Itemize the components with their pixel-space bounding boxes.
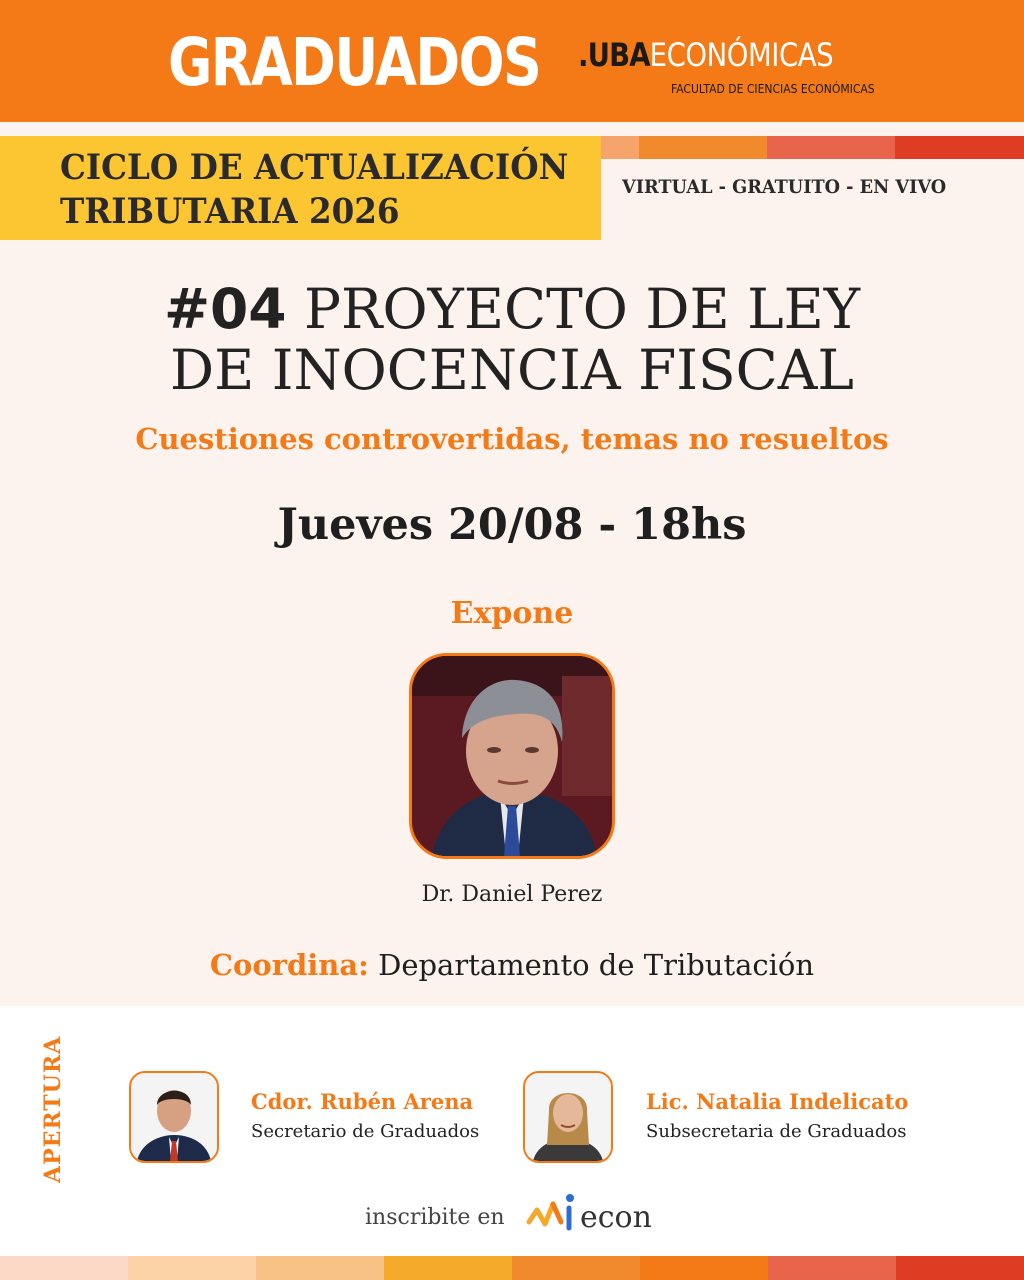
cycle-title-line1: CICLO DE ACTUALIZACIÓN bbox=[60, 147, 569, 188]
event-title-line1 bbox=[0, 278, 1024, 340]
econ-brand-text[interactable]: econ bbox=[580, 1200, 652, 1235]
coordination-value: Departamento de Tributación bbox=[378, 948, 815, 982]
opening-person-role: Subsecretaria de Graduados bbox=[646, 1121, 907, 1142]
logo-subtitle: FACULTAD DE CIENCIAS ECONÓMICAS bbox=[671, 82, 875, 96]
cycle-title-line2: TRIBUTARIA 2026 bbox=[60, 191, 400, 232]
color-stripe bbox=[896, 1256, 1024, 1280]
coordination-label: Coordina: bbox=[209, 948, 369, 982]
opening-person-name: Cdor. Rubén Arena bbox=[251, 1089, 474, 1114]
color-stripe bbox=[767, 136, 895, 159]
event-number: #04 bbox=[163, 277, 287, 341]
person-portrait-icon bbox=[131, 1073, 217, 1161]
speaker-photo bbox=[409, 653, 615, 859]
color-stripe bbox=[384, 1256, 512, 1280]
uba-economicas-logo bbox=[578, 36, 875, 74]
color-stripe bbox=[601, 136, 639, 159]
color-stripe bbox=[768, 1256, 896, 1280]
color-stripe bbox=[512, 1256, 640, 1280]
event-date: Jueves 20/08 - 18hs bbox=[277, 500, 747, 550]
speaker-name: Dr. Daniel Perez bbox=[421, 882, 603, 907]
avatar bbox=[129, 1071, 219, 1163]
register-text: inscribite en bbox=[365, 1205, 505, 1230]
event-title-text1: PROYECTO DE LEY bbox=[304, 277, 861, 341]
avatar bbox=[523, 1071, 613, 1163]
color-stripe bbox=[128, 1256, 256, 1280]
header-divider bbox=[0, 122, 1024, 136]
coordination-line bbox=[0, 948, 1024, 982]
color-stripe bbox=[256, 1256, 384, 1280]
opening-person-name: Lic. Natalia Indelicato bbox=[646, 1089, 909, 1114]
person-portrait-icon bbox=[525, 1073, 611, 1161]
event-title-line2: DE INOCENCIA FISCAL bbox=[170, 338, 854, 402]
cycle-title bbox=[60, 146, 568, 234]
event-subtitle: Cuestiones controvertidas, temas no resueltos bbox=[135, 422, 889, 456]
color-stripe bbox=[639, 136, 767, 159]
opening-person-role: Secretario de Graduados bbox=[251, 1121, 480, 1142]
speaker-portrait-icon bbox=[412, 656, 612, 856]
graduados-title: GRADUADOS bbox=[168, 24, 541, 101]
color-stripe bbox=[640, 1256, 768, 1280]
color-stripe bbox=[0, 1256, 128, 1280]
logo-economicas-text: ECONÓMICAS bbox=[649, 36, 834, 74]
color-stripe bbox=[895, 136, 1024, 159]
opening-label: APERTURA bbox=[40, 1035, 66, 1183]
speaker-label: Expone bbox=[450, 596, 574, 631]
logo-uba-text: .UBA bbox=[578, 36, 650, 74]
modality-text: VIRTUAL - GRATUITO - EN VIVO bbox=[622, 176, 947, 198]
